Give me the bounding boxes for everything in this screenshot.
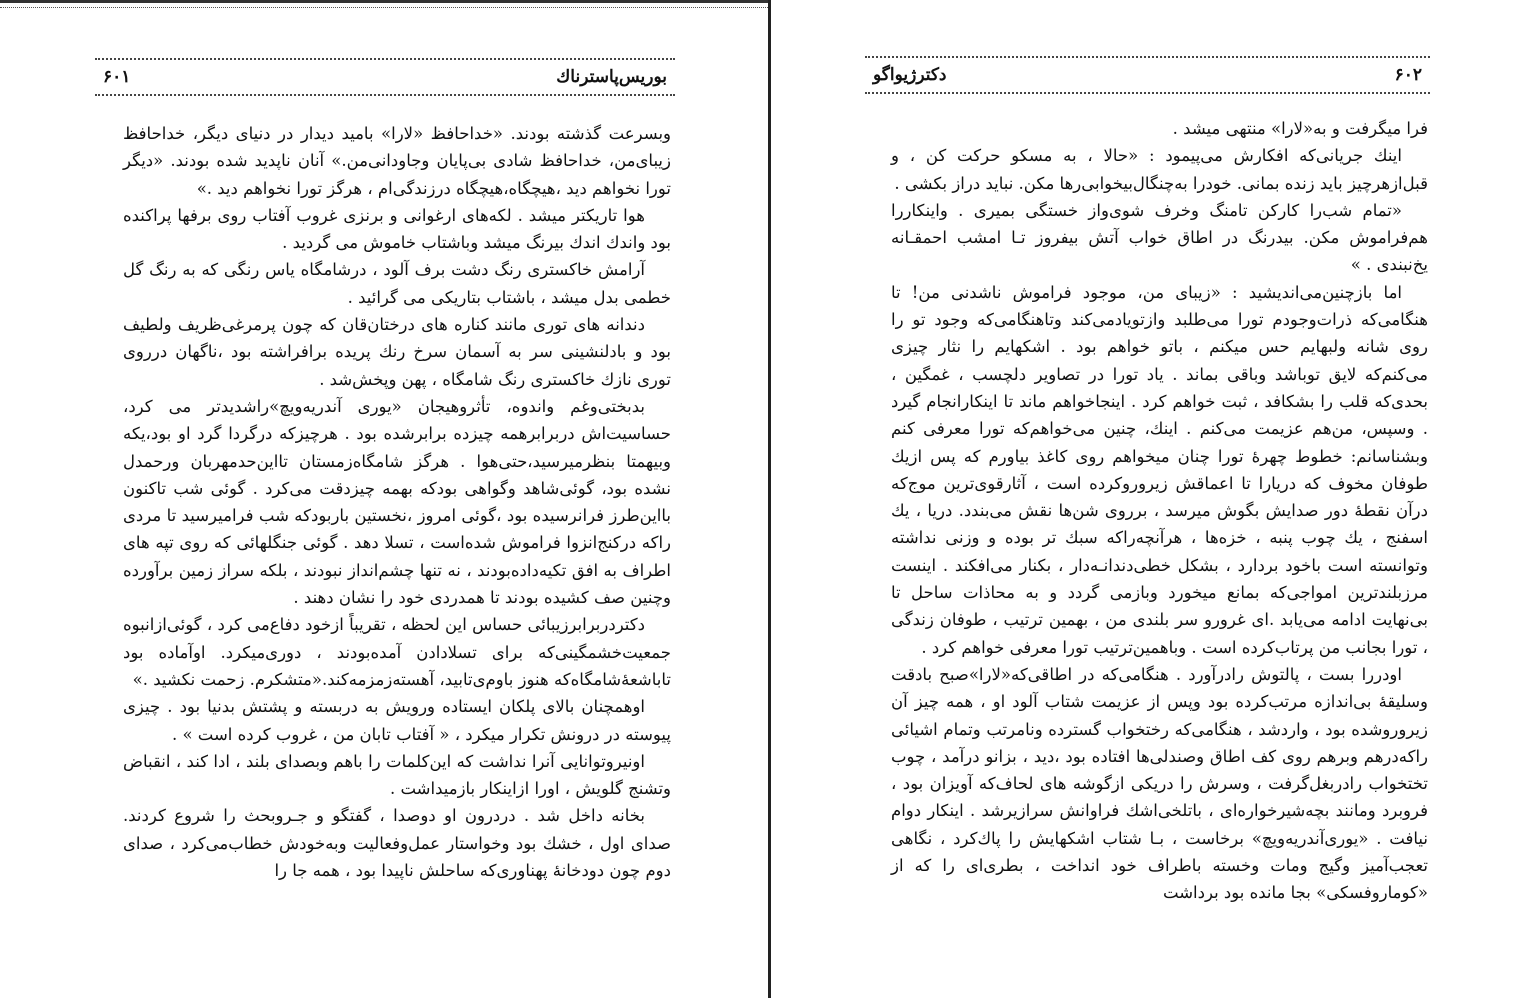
left-page-header — [95, 58, 675, 96]
paragraph: هوا تاریکتر میشد . لکه‌های ارغوانی و برنزی غروب آفتاب روی برفها پراکنده بود واندك اندك بیرنگ میشد وباشتاب خاموش می گردید . — [123, 205, 671, 253]
paragraph: اوهمچنان بالای پلکان ایستاده ورویش به دربسته و پشتش بدنیا بود . چیزی پیوسته در درونش تکرار میکرد ، « آفتاب تابان من ، غروب کرده است » . — [123, 697, 671, 744]
paragraph: آرامش خاکستری رنگ دشت برف آلود ، درشامگاه یاس رنگی که به رنگ گل خطمی بدل میشد ، باشتاب بتاریکی می گرائید . — [123, 260, 671, 307]
paragraph: بدبختی‌وغم واندوه، تأثروهیجان «یوری آندریه‌ویچ»راشدیدتر می کرد، حساسیت‌اش دربرابرهمه چیزده برابرشده بود . هرچیزکه درگردا گرد او بود،یکه وبیهمتا بنظرمیرسید،حتی‌هوا . هرگز شامگاه‌زمستان تااین‌حدمهربان ورحمدل نشده بود، گوئی‌شاهد وگواهی بودکه بهمه چیزدقت می‌کرد . گوئی شب تاکنون بااین‌طرز فرانرسیده بود ،گوئی امروز ،نخستین باربودکه شب فرامیرسید تا مردی راکه درکنج‌انزوا فراموش شده‌است ، تسلا دهد . گوئی جنگلهائی که روی تپه های اطراف به افق تکیه‌داده‌بودند ، نه تنها چشم‌انداز نبودند ، بلکه سراز زمین برآورده وچنین صف کشیده بودند تا همدردی خود را نشان دهند . — [123, 396, 671, 608]
paragraph: اودررا بست ، پالتوش رادرآورد . هنگامی‌که در اطاقی‌که«لارا»صبح بادقت وسلیقهٔ بی‌اندازه مرتب‌کرده بود وپس از عزیمت شتاب آلود او ، همه چیز آن زیرورو‌شده بود ، واردشد ، هنگامی‌که رختخواب گسترده ونامرتب وتمام اشیائی راکه‌درهم وبرهم روی کف اطاق وصندلی‌ها افتاده بود ،دید ، بزانو درآمد ، چوب تختخواب رادربغل‌گرفت ، وسرش را دریکی ازگوشه های لحاف‌که آویزان بود ، فروبرد ومانند بچه‌شیرخواره‌ای ، باتلخی‌اشك فراوانش سرازیرشد . اینکار دوام نیافت . «یوری‌آندریه‌ویچ» برخاست ، بـا شتاب اشکهایش را پاك‌کرد ، نگاهی تعجب‌آمیز وگیج ومات وخسته باطراف خود انداخت ، بطری‌ای را که از «کوماروفسکی» بجا مانده بود برداشت — [891, 664, 1428, 903]
left-running-title: بوریس‌پاسترناك — [556, 67, 667, 87]
paragraph: وبسرعت گذشته بودند. «خداحافظ «لارا» بامید دیدار در دنیای دیگر، خداحافظ زیبای‌من، خداحافظ شادی بی‌پایان وجاودانی‌من.» آنان ناپدید شده بودند. «دیگر تورا نخواهم دید ،هیچگاه،هیچگاه درزندگی‌ام ، هرگز تورا نخواهم دید .» — [123, 124, 671, 198]
paragraph: دکتردربرابرزیبائی حساس این لحظه ، تقریباً ازخود دفاع‌می کرد ، گوئی‌ازانبوه جمعیت‌خشمگینی‌که برای تسلادادن آمده‌بودند ، دوری‌میکرد. اوآماده بود تاباشعهٔ‌شامگاه‌که هنوز باوم‌ی‌تابید، آهسته‌زمزمه‌کند.«متشکرم. زحمت نکشید .» — [123, 615, 671, 689]
paragraph: دندانه های توری مانند کناره های درختان‌قان که چون پرمرغی‌ظریف ولطیف بود و بادلنشینی سر به آسمان سرخ رنك پریده برافراشته بود ،ناگهان درروی توری نازك خاکستری رنگ شامگاه ، پهن وپخش‌شد . — [123, 315, 671, 389]
paragraph: اینك جریانی‌که افکارش می‌پیمود : «حالا ، به مسکو حرکت کن ، و قبل‌ازهرچیز باید زنده بمانی. خودرا به‌چنگال‌بیخوابی‌رها مکن. نباید دراز بکشی . — [891, 146, 1428, 193]
left-page-body — [123, 120, 671, 884]
right-running-title: دکترژیواگو — [873, 65, 947, 85]
right-page-number: ۶۰۲ — [1394, 65, 1422, 85]
paragraph: اونیروتوانایی آنرا نداشت که این‌کلمات را باهم وبصدای بلند ، ادا کند ، انقباض وتشنج گلویش ، اورا ازاینکار بازمیداشت . — [123, 751, 671, 799]
paragraph: بخانه داخل شد . دردرون او دوصدا ، گفتگو و جـروبحث را شروع کردند. صدای اول ، خشك بود وخواستار عمل‌وفعالیت وبه‌خودش خطاب‌می‌کرد ، صدای دوم چون دودخانهٔ پهناوری‌که ساحلش ناپیدا بود ، همه جا را — [123, 806, 671, 881]
book-gutter — [768, 0, 771, 998]
left-page — [95, 0, 675, 998]
right-page — [865, 0, 1430, 998]
paragraph: فرا میگرفت و به‌«لارا» منتهی میشد . — [1172, 119, 1428, 138]
left-page-number: ۶۰۱ — [103, 67, 131, 87]
paragraph: «تمام شب‌را کارکن تامنگ وخرف شوی‌واز خستگی بمیری . واینکاررا هم‌فراموش مکن. بیدرنگ در اطاق خواب آتش بیفروز تـا امشب احمقـانه یخ‌نبندی . » — [891, 200, 1428, 275]
right-page-body — [891, 115, 1428, 907]
right-page-header — [865, 56, 1430, 94]
paragraph: اما بازچنین‌می‌اندیشید : «زیبای من، موجود فراموش ناشدنی من! تا هنگامی‌که ذرات‌وجودم تورا می‌طلبد وازتویادمی‌کند وتاهنگامی‌که وجود تو را روی شانه ولبهایم حس میکنم ، باتو خواهم بود . اشکهایم را نثار چیزی می‌کنم‌که لایق توباشد وباقی بماند . یاد تورا در تصاویر دلچسب ، غمگین ، بحدی‌که قلب را بشکافد ، ثبت خواهم کرد . اینجاخواهم ماند تا اینکارانجام گیرد . وسپس، من‌هم عزیمت می‌کنم . اینك، چنین می‌خواهم‌که تورا معرفی کنم وبشناسانم: خطوط چهرهٔ تورا چنان میخواهم روی کاغذ بیاورم که پس ازیك طوفان مخوف که دریارا تا اعماقش زیرورو‌کرده است ، آثارقوی‌ترین موج‌که درآن نقطهٔ دور صدایش بگوش میرسد ، برروی شن‌ها نقش می‌بندد. دریا ، یك اسفنج ، یك چوب پنبه ، خزه‌ها ، هرآنچه‌راکه سبك تر بوده و وزنی نداشته وتوانسته است باخود بردارد ، بشکل خطی‌دندانـه‌دار ، بکنار می‌افکند . اینست مرزبلندترین امواجی‌که بمانع میخورد وبازمی گردد و به محاذات ساحل تا بی‌نهایت ادامه می‌یابد .ای غرورو سر بلندی من ، بهمین ترتیب ، طوفان زندگی ، تورا بجانب من پرتاب‌کرده است . وباهمین‌ترتیب تورا معرفی خواهم کرد . — [891, 282, 1428, 657]
